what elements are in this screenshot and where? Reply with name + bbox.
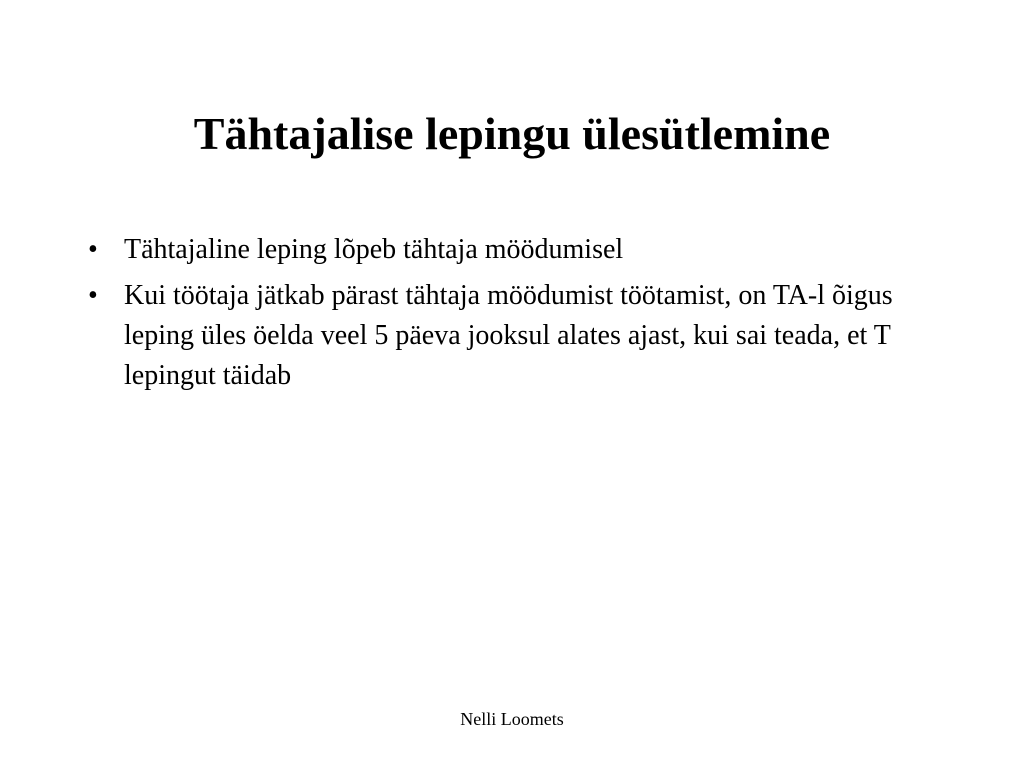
bullet-item — [88, 276, 918, 396]
bullet-marker: • — [88, 280, 98, 311]
bullet-marker: • — [88, 234, 98, 265]
slide-title: Tähtajalise lepingu ülesütlemine — [193, 108, 831, 159]
footer-author: Nelli Loomets — [460, 709, 564, 729]
bullet-text: Kui töötaja jätkab pärast tähtaja möödumist töötamist, on TA-l õigus leping üles öelda veel 5 päeva jooksul alates ajast, kui sai teada, et T lepingut täidab — [124, 280, 893, 391]
bullet-text: Tähtajaline leping lõpeb tähtaja möödumisel — [124, 234, 624, 265]
bullet-list — [88, 230, 918, 402]
bullet-item — [88, 230, 918, 270]
